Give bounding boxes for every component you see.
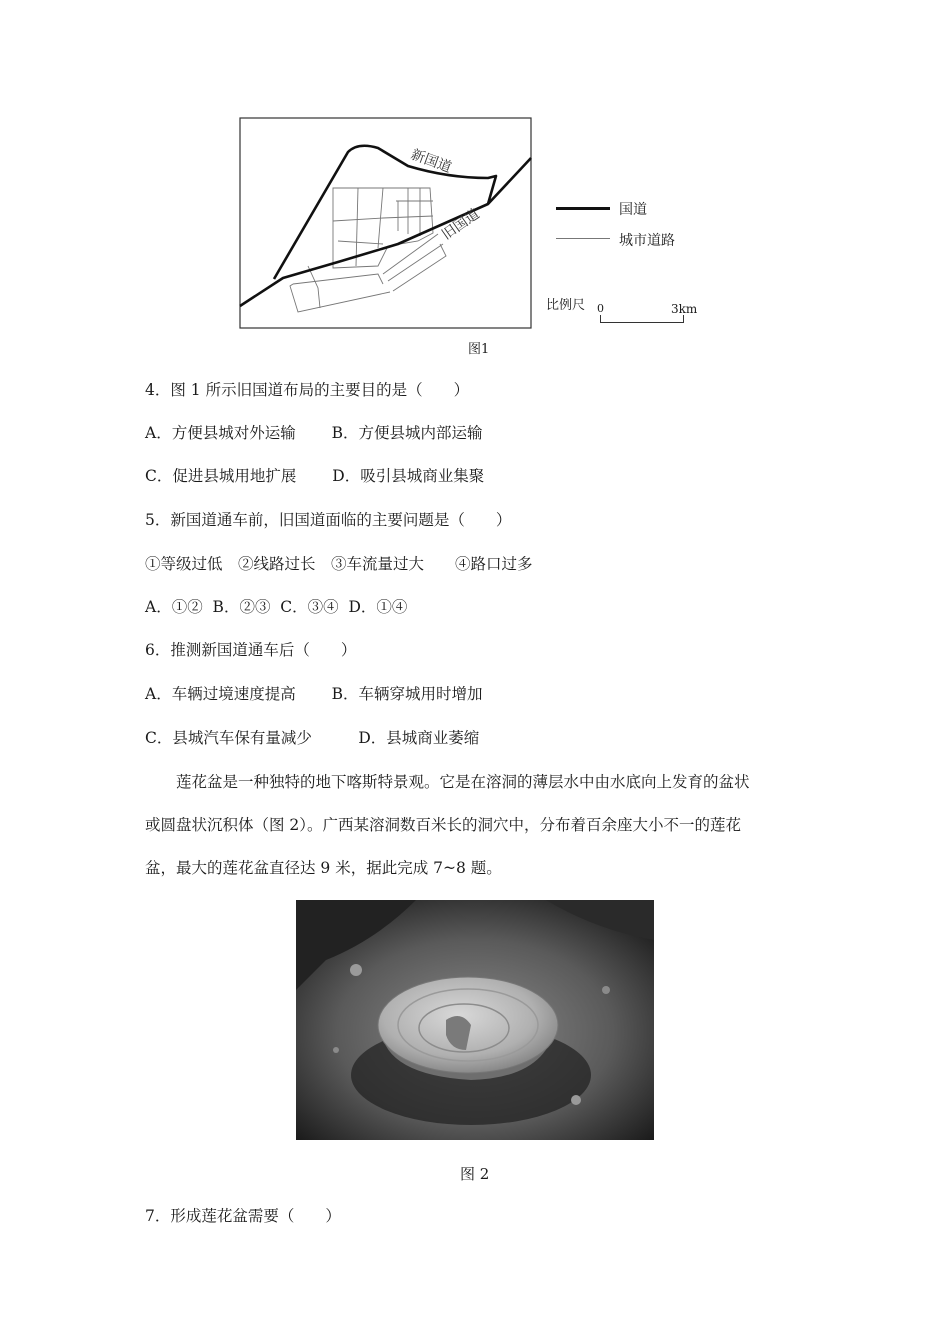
q5-statements: ①等级过低 ②线路过长 ③车流量过大 ④路口过多 bbox=[145, 555, 533, 573]
q7-stem: 7．形成莲花盆需要（ ） bbox=[145, 1207, 341, 1225]
q6-options-row1: A．车辆过境速度提高 B．车辆穿城用时增加 bbox=[145, 685, 483, 703]
figure1-map bbox=[238, 116, 534, 330]
scale-bar bbox=[600, 315, 684, 323]
scale-max: 3km bbox=[671, 302, 698, 316]
scale-zero: 0 bbox=[597, 302, 604, 315]
q4-options-row1: A．方便县城对外运输 B．方便县城内部运输 bbox=[145, 424, 483, 442]
figure1-caption: 图1 bbox=[468, 342, 490, 357]
legend-national-road-label: 国道 bbox=[619, 202, 647, 218]
passage-line-1: 莲花盆是一种独特的地下喀斯特景观。它是在溶洞的薄层水中由水底向上发育的盆状 bbox=[176, 773, 750, 791]
q5-stem: 5．新国道通车前，旧国道面临的主要问题是（ ） bbox=[145, 511, 512, 529]
label-old-road: 旧国道 bbox=[439, 206, 483, 244]
q4-options-row2: C．促进县城用地扩展 D．吸引县城商业集聚 bbox=[145, 467, 485, 485]
q6-stem: 6．推测新国道通车后（ ） bbox=[145, 641, 357, 659]
passage-line-2: 或圆盘状沉积体（图 2）。广西某溶洞数百米长的洞穴中，分布着百余座大小不一的莲花 bbox=[145, 816, 742, 834]
legend-city-road-label: 城市道路 bbox=[619, 233, 675, 249]
passage-line-3: 盆，最大的莲花盆直径达 9 米，据此完成 7~8 题。 bbox=[145, 859, 502, 877]
scale-label: 比例尺 bbox=[546, 298, 586, 313]
figure2-caption: 图 2 bbox=[460, 1165, 490, 1183]
figure2-photo bbox=[296, 900, 654, 1140]
q4-stem: 4．图 1 所示旧国道布局的主要目的是（ ） bbox=[145, 381, 470, 399]
label-new-road: 新国道 bbox=[408, 146, 454, 177]
q6-options-row2: C．县城汽车保有量减少 D．县城商业萎缩 bbox=[145, 729, 480, 747]
q5-answers: A．①② B．②③ C．③④ D．①④ bbox=[145, 598, 408, 616]
legend-city-road-swatch bbox=[556, 238, 610, 239]
legend-national-road-swatch bbox=[556, 207, 610, 210]
